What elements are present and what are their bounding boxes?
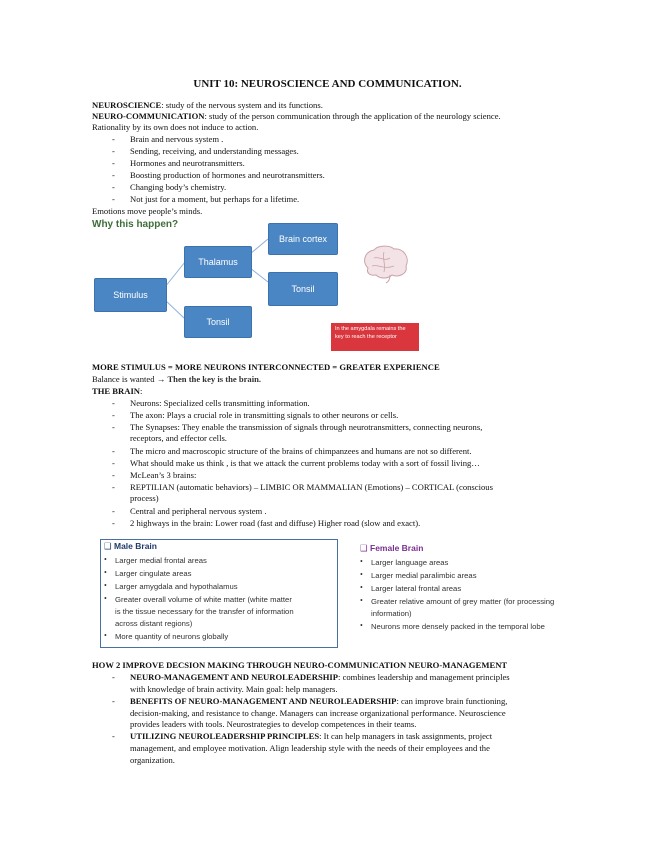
dash: - <box>112 731 115 741</box>
brain-item: The micro and macroscopic structure of the brains of chimpanzees and humans are not so different. <box>130 446 472 456</box>
dash: - <box>112 146 115 156</box>
bullet-icon: • <box>104 594 107 603</box>
dash: - <box>112 458 115 468</box>
dash: - <box>112 410 115 420</box>
brain-item: Central and peripheral nervous system . <box>130 506 267 516</box>
brain-label: THE BRAIN <box>92 386 140 396</box>
brain-item: The axon: Plays a crucial role in transmitting signals to other neurons or cells. <box>130 410 399 420</box>
dash: - <box>112 672 115 682</box>
connector-line <box>250 268 268 282</box>
dash: - <box>112 158 115 168</box>
female-brain-item: Neurons more densely packed in the temporal lobe <box>371 622 545 631</box>
dash: - <box>112 422 115 432</box>
brain-item-continued: receptors, and effector cells. <box>130 433 227 443</box>
male-brain-item: Larger medial frontal areas <box>115 556 207 565</box>
dash: - <box>112 518 115 528</box>
brain-label-colon: : <box>140 386 143 396</box>
management-point-label: NEURO-MANAGEMENT AND NEUROLEADERSHIP <box>130 672 339 682</box>
dash: - <box>112 194 115 204</box>
intro-bullet: Hormones and neurotransmitters. <box>130 158 245 168</box>
connector-line <box>250 239 268 254</box>
management-point-continued: with knowledge of brain activity. Main goal: help managers. <box>130 684 338 694</box>
male-brain-item: Larger amygdala and hypothalamus <box>115 582 238 591</box>
brain-item: REPTILIAN (automatic behaviors) – LIMBIC OR MAMMALIAN (Emotions) – CORTICAL (conscious <box>130 482 493 492</box>
arrow-icon: → <box>156 374 166 384</box>
female-brain-title: Female Brain <box>370 543 424 553</box>
stimulus-headline: MORE STIMULUS = MORE NEURONS INTERCONNECTED = GREATER EXPERIENCE <box>92 362 440 372</box>
brain-item: What should make us think , is that we attack the current problems today with a sort of fossil living… <box>130 458 480 468</box>
intro-bullet: Brain and nervous system . <box>130 134 224 144</box>
female-brain-heading <box>360 543 423 554</box>
male-brain-title: Male Brain <box>114 541 157 551</box>
management-point-text: : can improve brain functioning, <box>396 696 508 706</box>
female-brain-item: Larger language areas <box>371 558 449 567</box>
page-title: UNIT 10: NEUROSCIENCE AND COMMUNICATION. <box>193 78 462 90</box>
bullet-icon: • <box>360 621 363 630</box>
balance-text: Balance is wanted <box>92 374 155 384</box>
management-point-continued: organization. <box>130 755 175 765</box>
male-brain-item-continued: is the tissue necessary for the transfer of information <box>115 607 294 616</box>
female-brain-item: Larger lateral frontal areas <box>371 584 462 593</box>
male-brain-item: Larger cingulate areas <box>115 569 192 578</box>
dash: - <box>112 470 115 480</box>
management-point-text: : combines leadership and management principles <box>338 672 510 682</box>
management-point <box>130 672 510 683</box>
bullet-icon: • <box>104 568 107 577</box>
thalamus-node: Thalamus <box>184 246 252 278</box>
emotions-text: Emotions move people’s minds. <box>92 206 203 216</box>
female-brain-item: Greater relative amount of grey matter (for processing <box>371 597 555 606</box>
brain-item: 2 highways in the brain: Lower road (fast and diffuse) Higher road (slow and exact). <box>130 518 421 528</box>
dash: - <box>112 506 115 516</box>
checkbox-icon: ❑ <box>360 543 368 553</box>
brain-label-line <box>92 386 142 397</box>
connector-line <box>165 300 184 318</box>
dash: - <box>112 446 115 456</box>
dash: - <box>112 170 115 180</box>
neuroscience-text: : study of the nervous system and its functions. <box>161 100 323 110</box>
dash: - <box>112 696 115 706</box>
bullet-icon: • <box>104 581 107 590</box>
management-point <box>130 731 492 742</box>
management-point-continued: management, and employee motivation. Align leadership style with the needs of their employees and the <box>130 743 490 753</box>
management-point-label: UTILIZING NEUROLEADERSHIP PRINCIPLES <box>130 731 320 741</box>
management-point <box>130 696 507 707</box>
bullet-icon: • <box>104 555 107 564</box>
diagram-heading: Why this happen? <box>92 219 179 230</box>
management-point-text: : It can help managers in task assignments, project <box>319 731 493 741</box>
brain-icon <box>360 244 412 284</box>
management-point-label: BENEFITS OF NEURO-MANAGEMENT AND NEUROLEADERSHIP <box>130 696 397 706</box>
male-brain-heading <box>104 541 157 552</box>
bullet-icon: • <box>104 631 107 640</box>
male-brain-item: More quantity of neurons globally <box>115 632 229 641</box>
stimulus-node: Stimulus <box>94 278 167 312</box>
brain-item: Neurons: Specialized cells transmitting information. <box>130 398 310 408</box>
male-brain-item-continued: across distant regions) <box>115 619 193 628</box>
neurocomm-text: : study of the person communication through the application of the neurology science. <box>204 111 501 121</box>
management-point-continued: provides leaders with tools. Neurostrategies to develop competences in their teams. <box>130 719 417 729</box>
dash: - <box>112 482 115 492</box>
bullet-icon: • <box>360 557 363 566</box>
neurocomm-label: NEURO-COMMUNICATION <box>92 111 205 121</box>
dash: - <box>112 182 115 192</box>
brain-item-continued: process) <box>130 493 159 503</box>
bullet-icon: • <box>360 570 363 579</box>
dash: - <box>112 134 115 144</box>
neuroscience-label: NEUROSCIENCE <box>92 100 162 110</box>
intro-bullet: Not just for a moment, but perhaps for a lifetime. <box>130 194 300 204</box>
intro-bullet: Changing body’s chemistry. <box>130 182 227 192</box>
amygdala-note: In the amygdala remains the key to reach the receptor <box>331 323 419 351</box>
bullet-icon: • <box>360 583 363 592</box>
management-point-continued: decision-making, and resistance to change. Managers can increase organizational performance. Neuroscience <box>130 708 506 718</box>
intro-bullet: Sending, receiving, and understanding messages. <box>130 146 299 156</box>
tonsil-right-node: Tonsil <box>268 272 338 306</box>
bullet-icon: • <box>360 596 363 605</box>
connector-line <box>165 262 185 287</box>
checkbox-icon: ❑ <box>104 541 112 551</box>
female-brain-item-continued: information) <box>371 609 412 618</box>
intro-bullet: Boosting production of hormones and neurotransmitters. <box>130 170 325 180</box>
female-brain-item: Larger medial paralimbic areas <box>371 571 477 580</box>
brain-cortex-node: Brain cortex <box>268 223 338 255</box>
brain-item: McLean’s 3 brains: <box>130 470 197 480</box>
management-headline: HOW 2 IMPROVE DECSION MAKING THROUGH NEURO-COMMUNICATION NEURO-MANAGEMENT <box>92 660 508 670</box>
male-brain-item: Greater overall volume of white matter (white matter <box>115 595 292 604</box>
brain-item: The Synapses: They enable the transmission of signals through neurotransmitters, connecting neurons, <box>130 422 483 432</box>
dash: - <box>112 398 115 408</box>
balance-bold-text: Then the key is the brain. <box>167 374 262 384</box>
rationality-text: Rationality by its own does not induce to action. <box>92 122 259 132</box>
tonsil-bottom-node: Tonsil <box>184 306 252 338</box>
balance-line <box>92 374 261 385</box>
